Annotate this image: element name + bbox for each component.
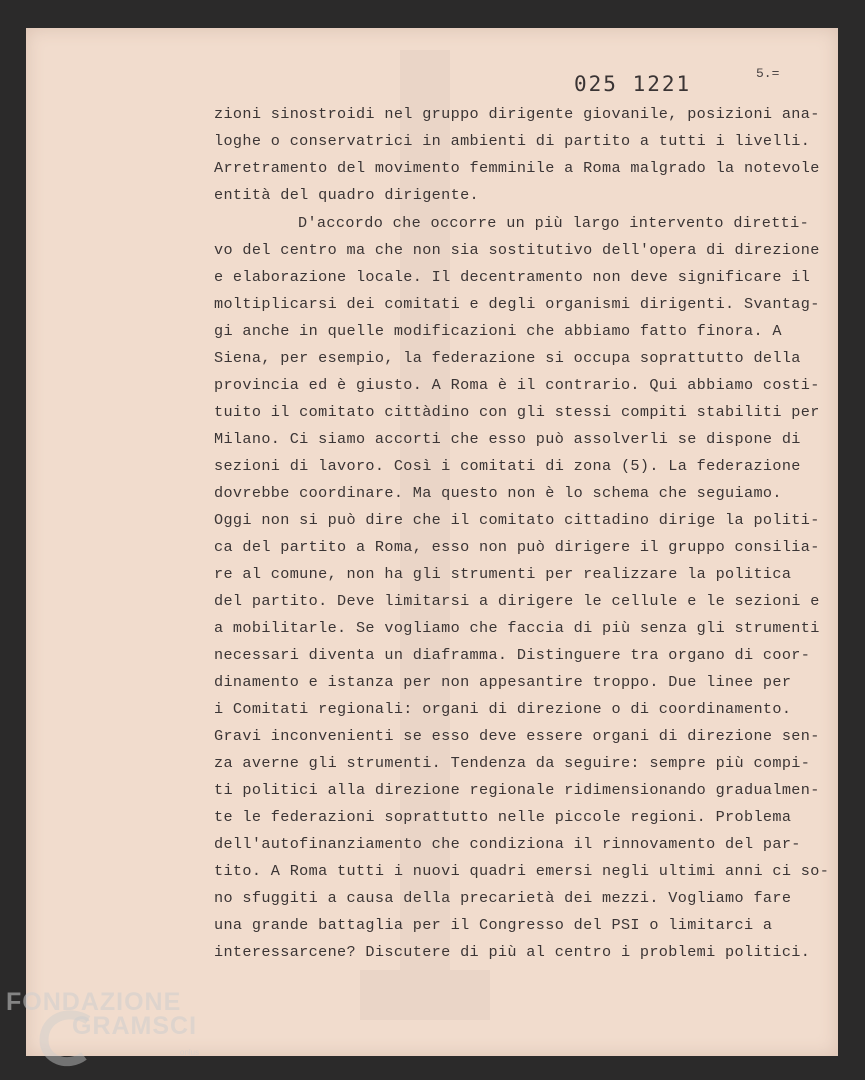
text-line: sezioni di lavoro. Così i comitati di zona (5). La federazione: [214, 457, 801, 475]
text-line: Milano. Ci siamo accorti che esso può assolverli se dispone di: [214, 430, 801, 448]
page-number: 5.=: [756, 66, 780, 81]
text-line: moltiplicarsi dei comitati e degli organismi dirigenti. Svantag-: [214, 295, 820, 313]
text-line: loghe o conservatrici in ambienti di partito a tutti i livelli.: [214, 132, 811, 150]
text-line: tuito il comitato cittàdino con gli stessi compiti stabiliti per: [214, 403, 820, 421]
text-line: za averne gli strumenti. Tendenza da seguire: sempre più compi-: [214, 754, 811, 772]
text-line: Arretramento del movimento femminile a Roma malgrado la notevole: [214, 159, 820, 177]
text-line: vo del centro ma che non sia sostitutivo dell'opera di direzione: [214, 241, 820, 259]
text-line: necessari diventa un diaframma. Distinguere tra organo di coor-: [214, 646, 811, 664]
text-line: Gravi inconvenienti se esso deve essere organi di direzione sen-: [214, 727, 820, 745]
text-line: tito. A Roma tutti i nuovi quadri emersi negli ultimi anni ci so-: [214, 862, 830, 880]
text-line: no sfuggiti a causa della precarietà dei mezzi. Vogliamo fare: [214, 889, 792, 907]
text-line: gi anche in quelle modificazioni che abbiamo fatto finora. A: [214, 322, 782, 340]
logo-text-line3: onlus: [180, 1048, 200, 1057]
text-line: te le federazioni soprattutto nelle piccole regioni. Problema: [214, 808, 792, 826]
text-line: dovrebbe coordinare. Ma questo non è lo schema che seguiamo.: [214, 484, 782, 502]
text-line: una grande battaglia per il Congresso del PSI o limitarci a: [214, 916, 773, 934]
text-line: dinamento e istanza per non appesantire troppo. Due linee per: [214, 673, 792, 691]
text-line: i Comitati regionali: organi di direzione o di coordinamento.: [214, 700, 792, 718]
text-line: entità del quadro dirigente.: [214, 186, 479, 204]
text-line: provincia ed è giusto. A Roma è il contrario. Qui abbiamo costi-: [214, 376, 820, 394]
logo-text-line1: FONDAZIONE: [6, 988, 182, 1016]
archive-code: 025 1221: [574, 72, 692, 96]
text-line: a mobilitarle. Se vogliamo che faccia di più senza gli strumenti: [214, 619, 820, 637]
text-line: interessarcene? Discutere di più al centro i problemi politici.: [214, 943, 811, 961]
logo-text-line2: GRAMSCI: [72, 1012, 198, 1040]
text-line: ti politici alla direzione regionale ridimensionando gradualmen-: [214, 781, 820, 799]
fondazione-gramsci-logo: [2, 988, 222, 1074]
text-line: del partito. Deve limitarsi a dirigere le cellule e le sezioni e: [214, 592, 820, 610]
text-line: ca del partito a Roma, esso non può dirigere il gruppo consilia-: [214, 538, 820, 556]
text-line: re al comune, non ha gli strumenti per realizzare la politica: [214, 565, 792, 583]
text-line: Siena, per esempio, la federazione si occupa soprattutto della: [214, 349, 801, 367]
text-line: Oggi non si può dire che il comitato cittadino dirige la politi-: [214, 511, 820, 529]
text-line: dell'autofinanziamento che condiziona il rinnovamento del par-: [214, 835, 801, 853]
text-line: zioni sinostroidi nel gruppo dirigente giovanile, posizioni ana-: [214, 105, 820, 123]
paragraph-start-line: D'accordo che occorre un più largo intervento diretti-: [298, 214, 810, 232]
text-line: e elaborazione locale. Il decentramento non deve significare il: [214, 268, 811, 286]
